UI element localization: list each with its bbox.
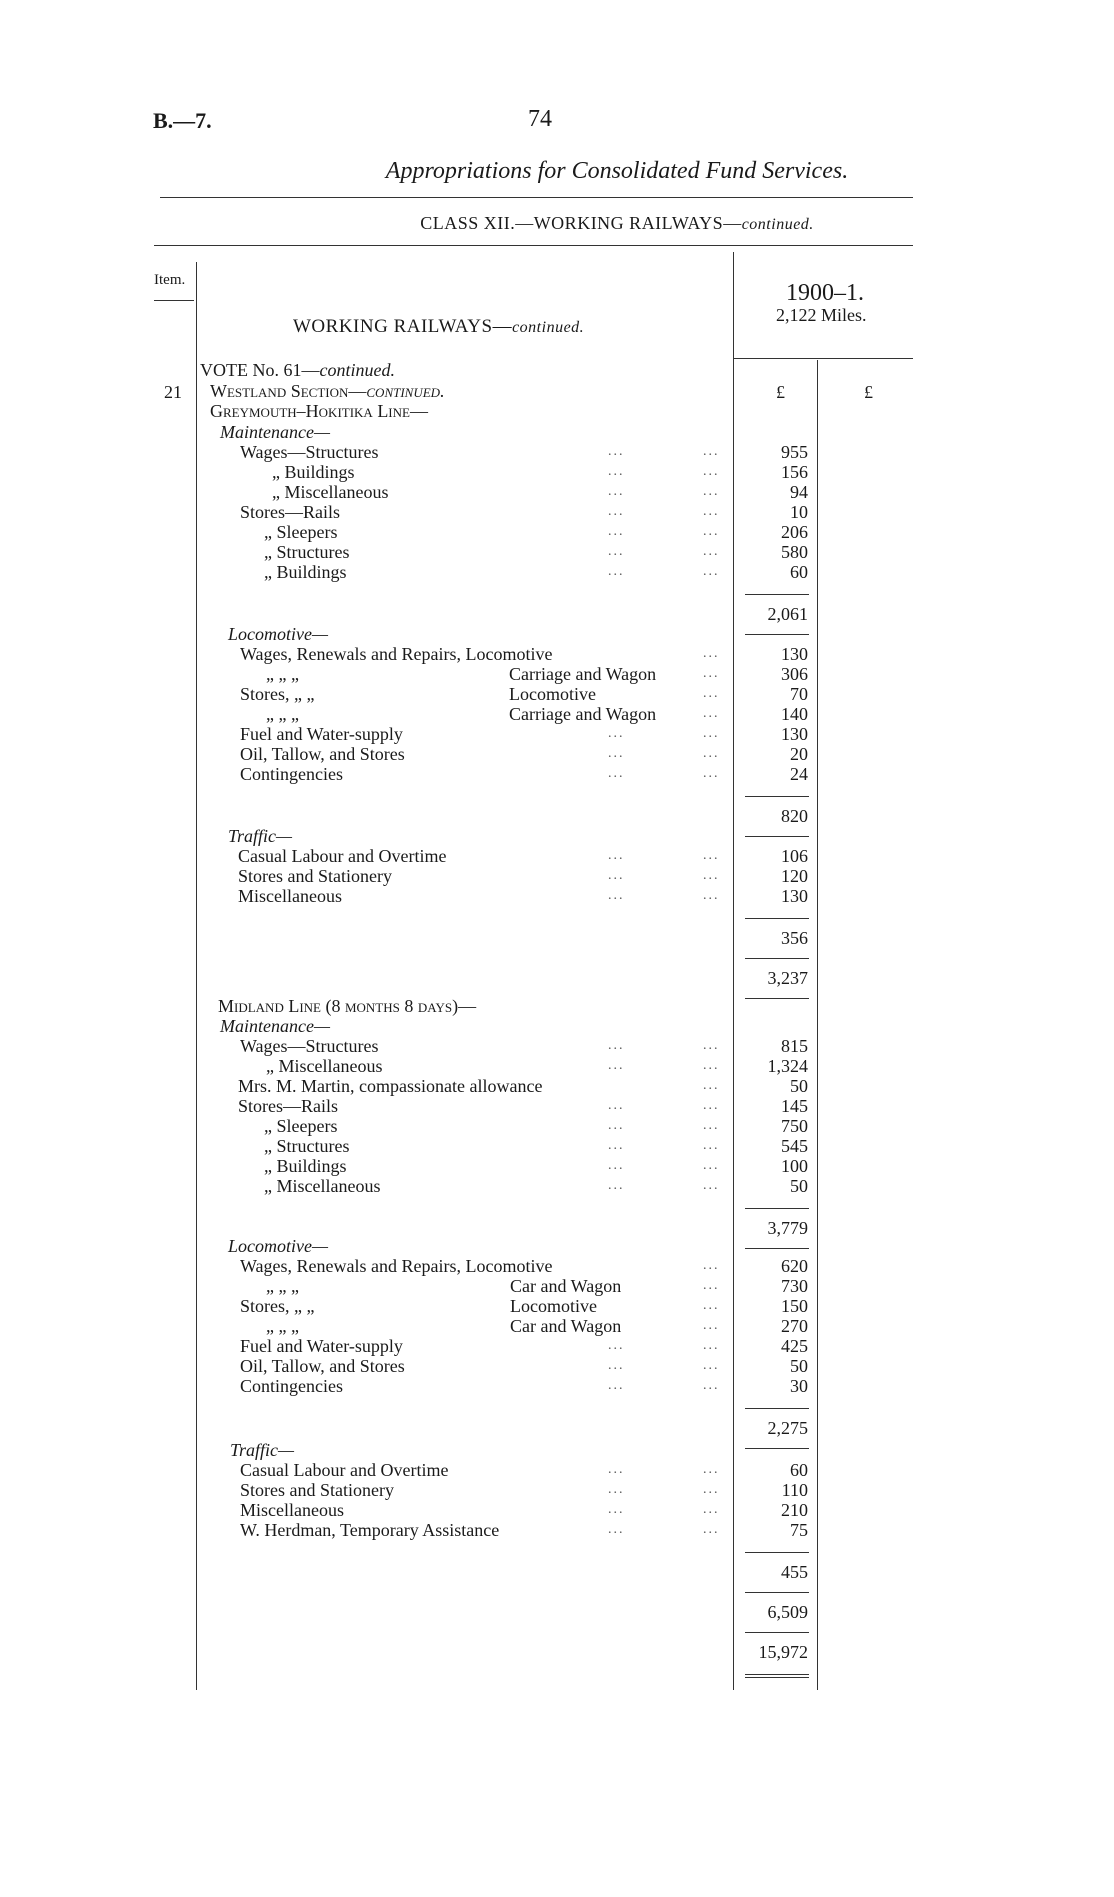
row-label: Contingencies: [240, 1376, 343, 1396]
subtotal-rule: [745, 1248, 809, 1249]
row-amount: 50: [790, 1176, 808, 1196]
line-total-amount: 3,237: [767, 968, 808, 988]
row-label: „ Miscellaneous: [266, 1056, 383, 1076]
row-label: Wages—Structures: [240, 1036, 379, 1056]
subtotal-amount: 3,779: [767, 1218, 808, 1238]
row-amount: 1,324: [767, 1056, 808, 1076]
page-title: Appropriations for Consolidated Fund Services.: [385, 158, 849, 184]
row-amount: 270: [781, 1316, 808, 1336]
row-amount: 30: [790, 1376, 808, 1396]
header-rule: [160, 197, 913, 198]
leader-dots: ...: [703, 484, 720, 499]
row-amount: 130: [781, 724, 808, 744]
item-header-rule: [154, 300, 194, 301]
group-heading: Maintenance—: [220, 422, 330, 442]
row-label: „ Buildings: [264, 562, 347, 582]
row-label: Locomotive: [510, 1296, 597, 1316]
leader-dots: ...: [608, 1038, 625, 1053]
leader-dots: ...: [703, 706, 720, 721]
leader-dots: ...: [703, 1158, 720, 1173]
group-heading: Maintenance—: [220, 1016, 330, 1036]
table-top-rule: [154, 245, 913, 246]
row-label: „ Structures: [264, 1136, 350, 1156]
row-amount: 130: [781, 644, 808, 664]
row-label: Wages, Renewals and Repairs, Locomotive: [240, 644, 553, 664]
leader-dots: ...: [608, 1378, 625, 1393]
vote-heading: VOTE No. 61—continued.: [200, 360, 395, 380]
row-amount: 620: [781, 1256, 808, 1276]
leader-dots: ...: [608, 1098, 625, 1113]
row-label: Car and Wagon: [510, 1316, 622, 1336]
line-heading-greymouth: Greymouth–Hokitika Line—: [210, 401, 428, 421]
row-amount: 156: [781, 462, 808, 482]
leader-dots: ...: [608, 1502, 625, 1517]
row-label-ditto: Stores, „ „: [240, 684, 315, 704]
leader-dots: ...: [703, 444, 720, 459]
row-amount: 130: [781, 886, 808, 906]
leader-dots: ...: [703, 848, 720, 863]
leader-dots: ...: [608, 1522, 625, 1537]
leader-dots: ...: [608, 1158, 625, 1173]
class-title: CLASS XII.—WORKING RAILWAYS—continued.: [420, 213, 814, 233]
row-label: Carriage and Wagon: [509, 664, 657, 684]
leader-dots: ...: [703, 1482, 720, 1497]
row-label: Casual Labour and Overtime: [240, 1460, 449, 1480]
row-label: W. Herdman, Temporary Assistance: [240, 1520, 500, 1540]
row-label: Wages—Structures: [240, 442, 379, 462]
subtotal-amount: 2,275: [767, 1418, 808, 1438]
row-label: Miscellaneous: [240, 1500, 344, 1520]
leader-dots: ...: [608, 1058, 625, 1073]
leader-dots: ...: [608, 1482, 625, 1497]
row-amount: 730: [781, 1276, 808, 1296]
row-amount: 150: [781, 1296, 808, 1316]
row-label: „ Miscellaneous: [264, 1176, 381, 1196]
pound-symbol-2: £: [864, 382, 873, 402]
leader-dots: ...: [703, 1058, 720, 1073]
grand-total-rule: [745, 1674, 809, 1675]
leader-dots: ...: [608, 1358, 625, 1373]
group-heading: Locomotive—: [228, 1236, 328, 1256]
subtotal-rule: [745, 998, 809, 999]
leader-dots: ...: [608, 524, 625, 539]
leader-dots: ...: [703, 1178, 720, 1193]
row-amount: 120: [781, 866, 808, 886]
subtotal-rule: [745, 1408, 809, 1409]
row-label: Miscellaneous: [238, 886, 342, 906]
leader-dots: ...: [608, 1118, 625, 1133]
leader-dots: ...: [608, 746, 625, 761]
leader-dots: ...: [703, 1038, 720, 1053]
row-amount: 206: [781, 522, 808, 542]
row-label-ditto: Stores, „ „: [240, 1296, 315, 1316]
subtotal-amount: 356: [781, 928, 808, 948]
subtotal-rule: [745, 1592, 809, 1593]
leader-dots: ...: [703, 1118, 720, 1133]
row-amount: 955: [781, 442, 808, 462]
row-amount: 94: [790, 482, 808, 502]
leader-dots: ...: [703, 726, 720, 741]
item-column-divider: [196, 262, 197, 1690]
leader-dots: ...: [608, 1178, 625, 1193]
row-label: Stores—Rails: [240, 502, 341, 522]
row-amount: 70: [790, 684, 808, 704]
row-label: „ Miscellaneous: [272, 482, 389, 502]
leader-dots: ...: [703, 464, 720, 479]
row-label: „ Sleepers: [264, 522, 338, 542]
leader-dots: ...: [608, 1338, 625, 1353]
subtotal-rule: [745, 796, 809, 797]
leader-dots: ...: [703, 524, 720, 539]
leader-dots: ...: [608, 504, 625, 519]
row-label: Stores and Stationery: [240, 1480, 394, 1500]
leader-dots: ...: [703, 1298, 720, 1313]
leader-dots: ...: [703, 1462, 720, 1477]
leader-dots: ...: [703, 868, 720, 883]
subtotal-rule: [745, 836, 809, 837]
miles-heading: 2,122 Miles.: [776, 305, 867, 325]
leader-dots: ...: [703, 1318, 720, 1333]
row-amount: 24: [790, 764, 808, 784]
row-label: Stores—Rails: [238, 1096, 339, 1116]
row-label: Wages, Renewals and Repairs, Locomotive: [240, 1256, 553, 1276]
leader-dots: ...: [703, 1378, 720, 1393]
row-label: Casual Labour and Overtime: [238, 846, 447, 866]
group-heading: Traffic—: [230, 1440, 295, 1460]
row-amount: 210: [781, 1500, 808, 1520]
leader-dots: ...: [703, 646, 720, 661]
leader-dots: ...: [608, 888, 625, 903]
row-amount: 750: [781, 1116, 808, 1136]
leader-dots: ...: [608, 868, 625, 883]
leader-dots: ...: [608, 1462, 625, 1477]
subtotal-rule: [745, 1632, 809, 1633]
row-amount: 145: [781, 1096, 808, 1116]
leader-dots: ...: [703, 1078, 720, 1093]
subtotal-rule: [745, 1448, 809, 1449]
row-amount: 100: [781, 1156, 808, 1176]
subtotal-rule: [745, 918, 809, 919]
line-heading-midland: Midland Line (8 months 8 days)—: [218, 996, 477, 1016]
row-amount: 60: [790, 562, 808, 582]
row-amount: 50: [790, 1076, 808, 1096]
subtotal-rule: [745, 1552, 809, 1553]
leader-dots: ...: [608, 464, 625, 479]
leader-dots: ...: [703, 888, 720, 903]
row-label: Fuel and Water-supply: [240, 724, 403, 744]
line-total-amount: 6,509: [767, 1602, 808, 1622]
leader-dots: ...: [608, 848, 625, 863]
item-number: 21: [164, 382, 182, 402]
item-column-header: Item.: [154, 272, 186, 288]
row-label: Carriage and Wagon: [509, 704, 657, 724]
leader-dots: ...: [703, 1138, 720, 1153]
leader-dots: ...: [703, 544, 720, 559]
row-label: Locomotive: [509, 684, 596, 704]
leader-dots: ...: [703, 1258, 720, 1273]
row-amount: 10: [790, 502, 808, 522]
row-label: Oil, Tallow, and Stores: [240, 1356, 405, 1376]
leader-dots: ...: [608, 444, 625, 459]
row-amount: 580: [781, 542, 808, 562]
row-label: Car and Wagon: [510, 1276, 622, 1296]
row-amount: 306: [781, 664, 808, 684]
group-heading: Locomotive—: [228, 624, 328, 644]
leader-dots: ...: [608, 726, 625, 741]
leader-dots: ...: [703, 1522, 720, 1537]
grand-total-amount: 15,972: [758, 1642, 808, 1662]
subtotal-rule: [745, 958, 809, 959]
leader-dots: ...: [703, 1338, 720, 1353]
leader-dots: ...: [703, 504, 720, 519]
group-heading: Traffic—: [228, 826, 293, 846]
row-amount: 60: [790, 1460, 808, 1480]
row-label-ditto: „ „ „: [266, 1316, 299, 1336]
row-label: Fuel and Water-supply: [240, 1336, 403, 1356]
subtotal-rule: [745, 634, 809, 635]
leader-dots: ...: [703, 1278, 720, 1293]
row-label-ditto: „ „ „: [266, 664, 299, 684]
row-label: Mrs. M. Martin, compassionate allowance: [238, 1076, 543, 1096]
row-amount: 815: [781, 1036, 808, 1056]
subtotal-amount: 2,061: [767, 604, 808, 624]
report-reference: B.—7.: [153, 108, 212, 133]
second-amount-column-divider: [817, 360, 818, 1690]
page-number: 74: [528, 106, 552, 132]
row-label: „ Buildings: [264, 1156, 347, 1176]
subtotal-rule: [745, 594, 809, 595]
pound-symbol-1: £: [776, 382, 785, 402]
row-label-ditto: „ „ „: [266, 1276, 299, 1296]
subtotal-rule: [745, 1208, 809, 1209]
row-label: Contingencies: [240, 764, 343, 784]
subtotal-amount: 820: [781, 806, 808, 826]
year-header-rule: [733, 358, 913, 359]
leader-dots: ...: [608, 766, 625, 781]
row-label: Stores and Stationery: [238, 866, 392, 886]
leader-dots: ...: [608, 544, 625, 559]
leader-dots: ...: [703, 686, 720, 701]
row-amount: 50: [790, 1356, 808, 1376]
row-amount: 425: [781, 1336, 808, 1356]
row-amount: 140: [781, 704, 808, 724]
leader-dots: ...: [703, 564, 720, 579]
grand-total-double-rule: [745, 1677, 809, 1678]
leader-dots: ...: [703, 1358, 720, 1373]
row-amount: 106: [781, 846, 808, 866]
row-amount: 75: [790, 1520, 808, 1540]
leader-dots: ...: [703, 766, 720, 781]
subtotal-amount: 455: [781, 1562, 808, 1582]
row-label-ditto: „ „ „: [266, 704, 299, 724]
row-amount: 20: [790, 744, 808, 764]
leader-dots: ...: [703, 1098, 720, 1113]
leader-dots: ...: [703, 746, 720, 761]
leader-dots: ...: [608, 1138, 625, 1153]
row-amount: 545: [781, 1136, 808, 1156]
leader-dots: ...: [608, 484, 625, 499]
section-heading-westland: Westland Section—continued.: [210, 381, 445, 401]
leader-dots: ...: [703, 666, 720, 681]
row-label: „ Sleepers: [264, 1116, 338, 1136]
row-label: „ Structures: [264, 542, 350, 562]
section-heading: WORKING RAILWAYS—continued.: [293, 316, 585, 337]
row-label: Oil, Tallow, and Stores: [240, 744, 405, 764]
year-heading: 1900–1.: [786, 280, 864, 306]
leader-dots: ...: [703, 1502, 720, 1517]
row-label: „ Buildings: [272, 462, 355, 482]
leader-dots: ...: [608, 564, 625, 579]
row-amount: 110: [781, 1480, 808, 1500]
